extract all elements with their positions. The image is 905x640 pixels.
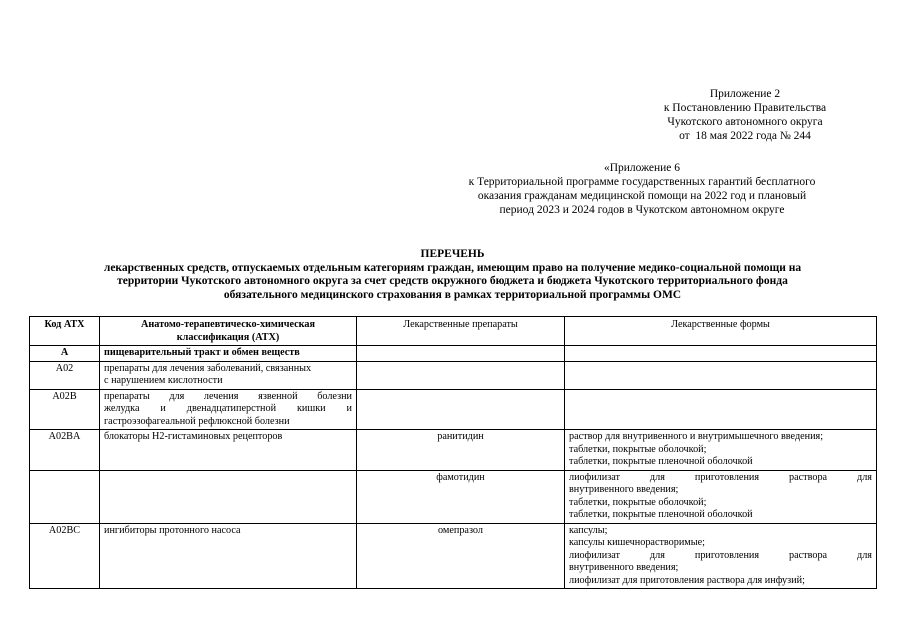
- cell-preparation: омепразол: [357, 523, 565, 589]
- cell-forms: [565, 389, 877, 430]
- classification-line: ингибиторы протонного насоса: [104, 524, 241, 536]
- form-line: раствор для внутривенного и внутримышечного введения;: [569, 431, 824, 442]
- appendix-2-line: Чукотского автономного округа: [667, 116, 823, 128]
- cell-forms: [565, 470, 877, 523]
- header-code: Код АТХ: [30, 317, 100, 346]
- form-line: лиофилизат для приготовления раствора для: [569, 549, 872, 561]
- cell-classification: [100, 470, 357, 523]
- cell-forms: [565, 523, 877, 589]
- cell-classification: [100, 361, 357, 389]
- appendix-6-line: период 2023 и 2024 годов в Чукотском автономном округе: [499, 204, 785, 216]
- cell-forms: [565, 361, 877, 389]
- header-forms: Лекарственные формы: [565, 317, 877, 346]
- document-title: [30, 248, 875, 302]
- form-line: капсулы;: [569, 524, 608, 536]
- classification-line: пищеварительный тракт и обмен веществ: [104, 347, 300, 358]
- appendix-2-line: от 18 мая 2022 года № 244: [679, 130, 811, 142]
- appendix-6-line: к Территориальной программе государственных гарантий бесплатного: [468, 176, 816, 188]
- cell-forms: [565, 346, 877, 362]
- classification-line: блокаторы H2-гистаминовых рецепторов: [104, 431, 283, 442]
- cell-classification: [100, 430, 357, 471]
- cell-forms: [565, 430, 877, 471]
- cell-preparation: фамотидин: [357, 470, 565, 523]
- header-preparations: Лекарственные препараты: [357, 317, 565, 346]
- form-line: внутривенного введения;: [569, 484, 679, 495]
- form-line: таблетки, покрытые оболочкой;: [569, 496, 707, 508]
- header-classification: Анатомо-терапевтическо-химическая классификация (АТХ): [100, 317, 357, 346]
- cell-code: A02BA: [30, 430, 100, 471]
- form-line: лиофилизат для приготовления раствора для инфузий;: [569, 574, 805, 586]
- drug-list-table: [29, 316, 877, 589]
- appendix-2-line: к Постановлению Правительства: [663, 102, 827, 114]
- cell-preparation: [357, 361, 565, 389]
- classification-line: с нарушением кислотности: [104, 375, 223, 386]
- cell-code: A02BC: [30, 523, 100, 589]
- form-line: капсулы кишечнорастворимые;: [569, 537, 705, 548]
- table-row: [30, 346, 877, 362]
- title-subtitle-line: обязательного медицинского страхования в рамках территориальной программы ОМС: [223, 288, 682, 301]
- classification-line: гастроэзофагеальной рефлюксной болезни: [104, 415, 290, 427]
- appendix-6-line: «Приложение 6: [603, 162, 681, 174]
- classification-line: препараты для лечения язвенной болезни: [104, 390, 352, 402]
- classification-line: желудка и двенадцатиперстной кишки и: [104, 403, 352, 414]
- cell-classification: [100, 523, 357, 589]
- cell-classification: [100, 346, 357, 362]
- cell-code: A: [30, 346, 100, 362]
- cell-preparation: [357, 389, 565, 430]
- cell-code: [30, 470, 100, 523]
- title-subtitle-line: лекарственных средств, отпускаемых отдельным категориям граждан, имеющим право на получение медико-социальной помощи на: [103, 261, 802, 274]
- form-line: таблетки, покрытые оболочкой;: [569, 443, 707, 455]
- table-row: [30, 389, 877, 430]
- form-line: таблетки, покрытые пленочной оболочкой: [569, 509, 753, 520]
- appendix-2-header: [600, 87, 890, 143]
- cell-code: A02: [30, 361, 100, 389]
- table-row: [30, 361, 877, 389]
- title-main: ПЕРЕЧЕНЬ: [420, 248, 485, 260]
- table-row: [30, 470, 877, 523]
- cell-preparation: [357, 346, 565, 362]
- cell-code: A02B: [30, 389, 100, 430]
- form-line: лиофилизат для приготовления раствора для: [569, 471, 872, 483]
- appendix-6-header: [432, 161, 852, 217]
- cell-classification: [100, 389, 357, 430]
- table-header-row: [30, 317, 877, 346]
- appendix-6-line: оказания гражданам медицинской помощи на 2022 год и плановый: [477, 190, 807, 202]
- appendix-2-line: Приложение 2: [709, 88, 781, 100]
- table-row: [30, 430, 877, 471]
- classification-line: препараты для лечения заболеваний, связанных: [104, 362, 312, 374]
- form-line: таблетки, покрытые пленочной оболочкой: [569, 456, 753, 467]
- title-subtitle-line: территории Чукотского автономного округа за счет средств окружного бюджета и бюджета Чукотского территориального фонда: [117, 275, 788, 287]
- form-line: внутривенного введения;: [569, 562, 679, 573]
- cell-preparation: ранитидин: [357, 430, 565, 471]
- table-row: [30, 523, 877, 589]
